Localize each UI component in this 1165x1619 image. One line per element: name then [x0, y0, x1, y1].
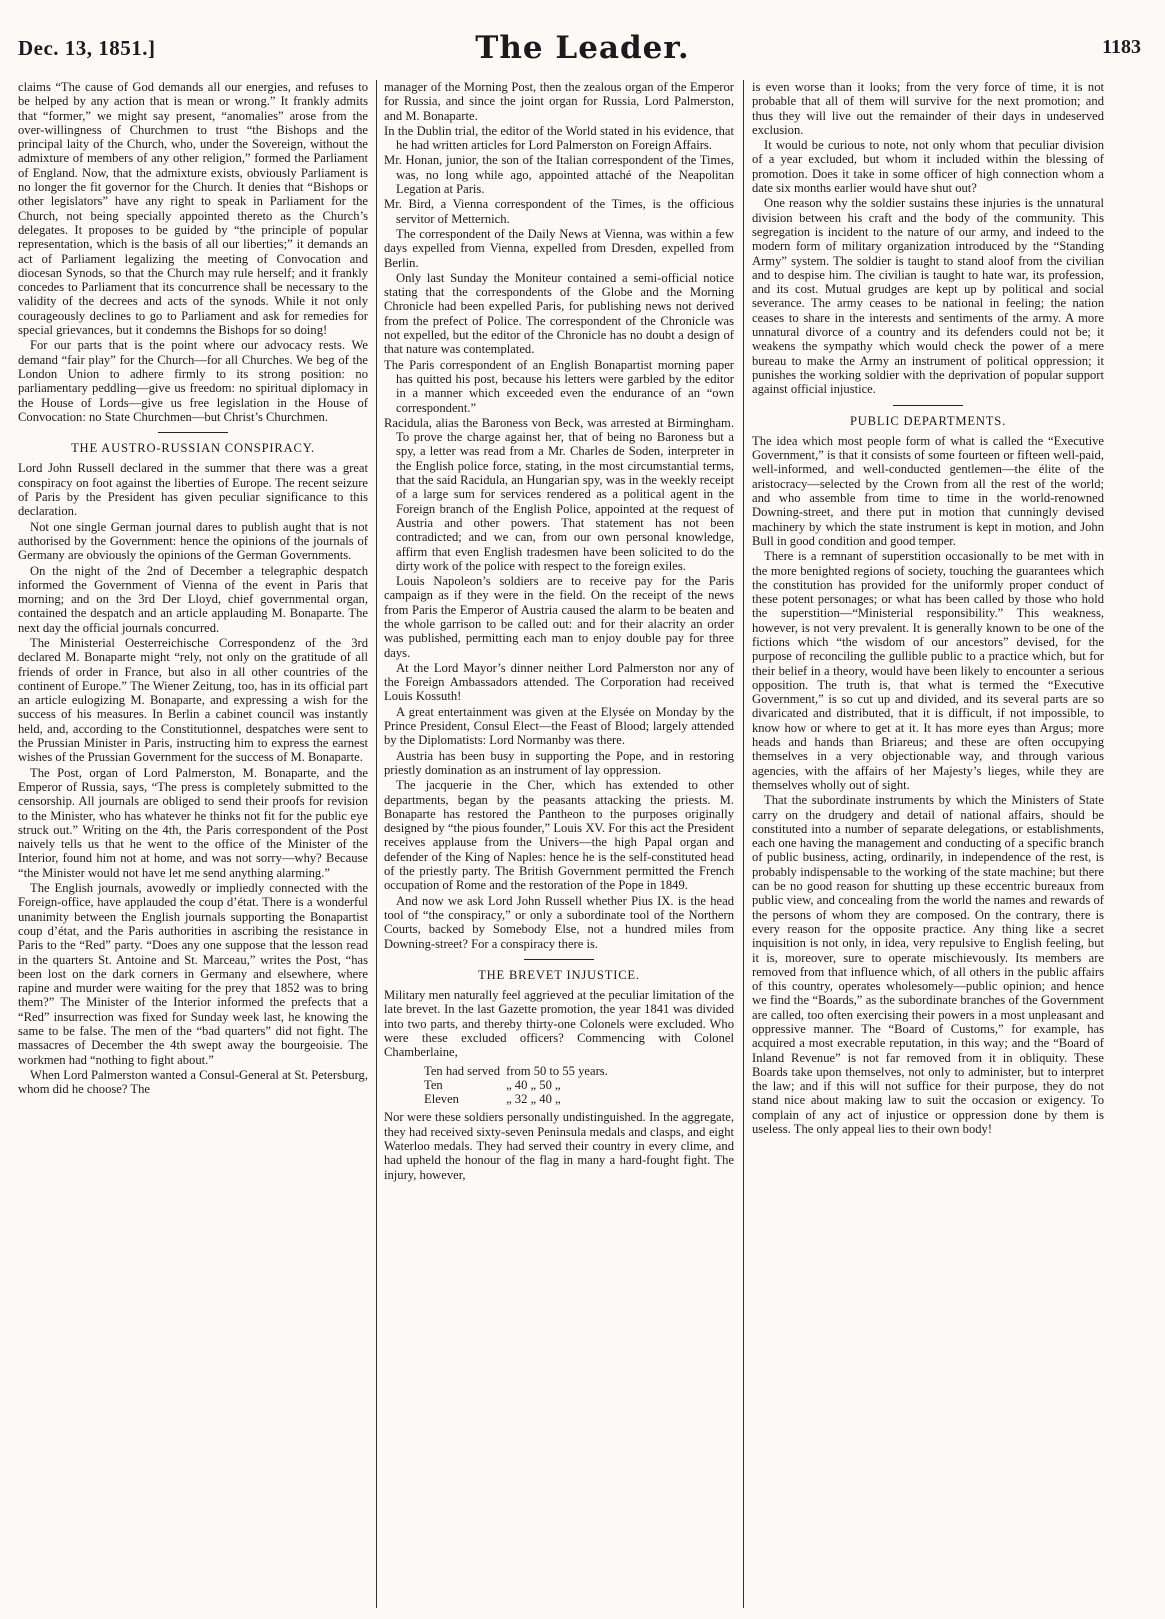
paragraph: At the Lord Mayor’s dinner neither Lord Palmerston nor any of the Foreign Ambassadors attended. The Corporation had received Louis Kossuth!	[384, 660, 734, 704]
newspaper-title: The Leader.	[475, 30, 690, 66]
paragraph: Mr. Bird, a Vienna correspondent of the Times, is the officious servitor of Metternich.	[384, 197, 734, 226]
column-rule	[376, 80, 377, 1608]
paragraph: The Ministerial Oesterreichische Correspondenz of the 3rd declared M. Bonaparte might “rely, not only on the gratitude of all friends of order in France, but also in all other countries of the continent of Europe.” The Wiener Zeitung, too, has in its official part an article eulogizing M. Bonaparte, and expressing a wish for the success of his measures. In Berlin a cabinet council was instantly held, and, according to the Constitutionnel, despatches were sent to the Prussian Minister in Paris, instructing him to express the earnest wishes of the Prussian Government for the success of M. Bonaparte.	[18, 635, 368, 765]
paragraph: Military men naturally feel aggrieved at the peculiar limitation of the late brevet. In the last Gazette promotion, the year 1841 was divided into two parts, and thereby thirty-one Colonels were excluded. Who were these excluded officers? Commencing with Colonel Chamberlaine,	[384, 988, 734, 1060]
paragraph: manager of the Morning Post, then the zealous organ of the Emperor for Russia, and since the joint organ for Russia, Lord Palmerston, and M. Bonaparte.	[384, 80, 734, 123]
paragraph: The jacquerie in the Cher, which has extended to other departments, began by the peasants attacking the priests. M. Bonaparte has restored the Pantheon to the purposes originally designed by “the pious founder,” Louis XV. For this act the President receives applause from the Univers—the high Papal organ and defender of the King of Naples: hence he is the self-constituted head of the priestly party. The British Government permitted the French occupation of Rome and the restoration of the Pope in 1849.	[384, 778, 734, 893]
table-row	[424, 1092, 614, 1106]
table-row	[424, 1064, 614, 1078]
section-heading: THE AUSTRO-RUSSIAN CONSPIRACY.	[71, 441, 315, 456]
section-divider	[158, 432, 228, 433]
paragraph: It would be curious to note, not only whom that peculiar division of a year excluded, but whom it included within the blessing of promotion. Does it take in some officer of high connection whom a date six months earlier would have shut out?	[752, 138, 1104, 196]
table-row	[424, 1078, 614, 1092]
paragraph: Only last Sunday the Moniteur contained a semi-official notice stating that the correspondents of the Globe and the Morning Chronicle had been expelled Paris, for publishing news not derived from the prefect of Police. The correspondent of the Chronicle was not expelled, but the editor of the Chronicle has no doubt a design of that nature was contemplated.	[384, 270, 734, 357]
table-cell: Ten	[424, 1077, 443, 1092]
paragraph: The idea which most people form of what is called the “Executive Government,” is that it consists of some fourteen or fifteen well-paid, well-informed, and well-conducted gentlemen—the élite of the aristocracy—selected by the Crown from all the rest of the world; and who assemble from time to time in the world-renowned Downing-street, and there put in motion that cunningly devised machinery by which the state instrument is kept in motion, and John Bull in good condition and good temper.	[752, 433, 1104, 548]
column-2	[384, 80, 734, 1183]
masthead	[16, 30, 1149, 72]
paragraph: claims “The cause of God demands all our energies, and refuses to be helped by any action that is mean or wrong.” It frankly admits that “former,” we might say present, “anomalies” arose from the over-willingness of Churchmen to trust “the Bishops and the principal laity of the Church, who, under the Sovereign, without the admixture of members of any other religion,” formed the Parliament of England. Now, that the admixture exists, obviously Parliament is no longer the fit governor for the Church. It denies that “Bishops or other legislators” have any right to speak in Parliament for the Church, not being specially appointed thereto as the Church’s delegates. It proposes to be guided by “the principle of popular representation, which is the basis of all our liberties;” it demands an act of Parliament legalizing the meeting of Convocation and diocesan Synods, so that the Church may rule herself; and it frankly concedes to Parliament that its concurrence shall be necessary to the validity of the decrees and acts of the synods. While it not only courageously declines to go to Parliament and ask for remedies for special grievances, but it condemns the Bishops for so doing!	[18, 80, 368, 338]
paragraph: In the Dublin trial, the editor of the World stated in his evidence, that he had written articles for Lord Palmerston on Foreign Affairs.	[384, 123, 734, 153]
table-cell: „ 40 „ 50 „	[506, 1077, 561, 1092]
service-table	[424, 1064, 614, 1107]
paragraph: When Lord Palmerston wanted a Consul-General at St. Petersburg, whom did he choose? The	[18, 1067, 368, 1097]
paragraph: Lord John Russell declared in the summer that there was a great conspiracy on foot against the liberties of Europe. The recent seizure of Paris by the President has given peculiar significance to this declaration.	[18, 461, 368, 519]
paragraph: Racidula, alias the Baroness von Beck, was arrested at Birmingham. To prove the charge against her, that of being no Baroness but a spy, a letter was read from a Mr. Charles de Soden, interpreter in the English police force, stating, in the most circumstantial terms, that the said Racidula, an Hungarian spy, was in the weekly receipt of a large sum for services rendered as a political agent in the Foreign branch of the English Police, appointed at the request of Austria and other powers. That statement has not been contradicted; and we can, from our own personal knowledge, affirm that even English tradesmen have been solicited to do the dirty work of the police with respect to the foreign exiles.	[384, 415, 734, 573]
paragraph: There is a remnant of superstition occasionally to be met with in the more benighted regions of society, touching the guarantees which the constitution has provided for the uniformly proper conduct of these potent personages; or what has been called by those who hold the superstition—“Ministerial responsibility.” This weakness, however, is not very prevalent. It is generally known to be one of the fictions which “the wisdom of our ancestors” devised, for the purpose of reconciling the gullible public to a practice which, but for their belief in a theory, would have been likely to encounter a serious opposition. The truth is, that what is termed the “Executive Government,” is so cut up and divided, and its several parts are so divaricated and distributed, that it is difficult, if not impossible, to know how or where to get at it. It has more eyes than Argus; more heads and hands than Briareus; and these are often occupying themselves in a very objectionable way, and through various agencies, with the affairs of her Majesty’s lieges, while they are themselves wholly out of sight.	[752, 549, 1104, 792]
table-cell: from 50 to 55 years.	[506, 1063, 608, 1078]
column-rule	[743, 80, 744, 1608]
paragraph: And now we ask Lord John Russell whether Pius IX. is the head tool of “the conspiracy,” or only a subordinate tool of the Northern Courts, backed by Somebody Else, not a hundred miles from Downing-street? For a conspiracy there is.	[384, 893, 734, 951]
section-divider	[524, 959, 594, 960]
table-cell: „ 32 „ 40 „	[506, 1092, 561, 1107]
paragraph: A great entertainment was given at the Elysée on Monday by the Prince President, Consul Elect—the Feast of Blood; largely attended by the Diplomatists: Lord Normanby was there.	[384, 704, 734, 748]
section-heading: PUBLIC DEPARTMENTS.	[849, 413, 1007, 428]
paragraph: That the subordinate instruments by which the Ministers of State carry on the drudgery and detail of national affairs, should be constituted into a number of separate delegations, or establishments, each one having the management and conducting of a specific branch of public business, acting, ordinarily, in independence of the rest, is probably indispensable to the working of the state machine; but there can be no good reason for shutting up these eccentric bureaux from public view, and concealing from the world the names and rewards of the persons of whom they are composed. On the contrary, there is every reason for the opposite practice. Any thing like a secret inquisition is not only, in idea, very repulsive to English feeling, but it is, moreover, sure to operate mischievously. Its members are removed from that influence which, of all others in the public affairs of this country, operates wholesomely—public opinion; and hence we find the “Boards,” as the subordinate branches of the Government are called, too often exercising their powers in a most unpleasant and oppressive manner. The “Board of Customs,” for example, has acquired a most execrable reputation, in this way; and the “Board of Inland Revenue” is not far removed from it in obliquity. These Boards take upon themselves, not only to administer, but to interpret the law; and if this will not suffice for their purpose, they do not stand nice about making law to suit the occasion or exigency. To complain of any act of injustice or oppression done by them is useless. The only appeal lies to their own body!	[752, 793, 1104, 1137]
paragraph: One reason why the soldier sustains these injuries is the unnatural division between his craft and the body of the community. This segregation is incident to the nature of our army, and indeed to the modern form of military organization introduced by the “Standing Army” system. The soldier is taught to stand aloof from the civilian and to despise him. The civilian is taught to hate war, its profession, and its cost. Mutual grudges are kept up by political and social severance. The army ceases to be national in feeling; the nation ceases to share in the interests and sentiments of the army. A more unnatural divorce of a country and its defenders could not be; it weakens the sympathy which would check the power of a mere bureau to make the Army an instrument of political oppression; it punishes the working soldier with the deprivation of popular support against official injustice.	[752, 196, 1104, 397]
column-1	[18, 80, 368, 1097]
issue-date: Dec. 13, 1851.]	[18, 36, 156, 60]
paragraph: Louis Napoleon’s soldiers are to receive pay for the Paris campaign as if they were in the field. On the receipt of the news from Paris the Emperor of Austria caused the alarm to be beaten and the whole garrison to be called out: and for their alacrity an order was published, permitting each man to enjoy double pay for three days.	[384, 574, 734, 660]
section-divider	[893, 405, 963, 406]
paragraph: Austria has been busy in supporting the Pope, and in restoring priestly domination as an instrument of lay oppression.	[384, 748, 734, 777]
column-3	[752, 80, 1104, 1137]
paragraph: For our parts that is the point where our advocacy rests. We demand “fair play” for the Church—for all Churches. We beg of the London Union to adhere firmly to its strong position: no parliamentary peddling—give us freedom: no spiritual diplomacy in the House of Lords—give us free legislation in the House of Convocation: no State Churchmen—but Christ’s Churchmen.	[18, 338, 368, 424]
table-cell: Ten had served	[424, 1063, 501, 1078]
paragraph: The correspondent of the Daily News at Vienna, was within a few days expelled from Vienna, expelled from Dresden, expelled from Berlin.	[384, 226, 734, 270]
paragraph: The English journals, avowedly or impliedly connected with the Foreign-office, have applauded the coup d’état. There is a wonderful unanimity between the English journals supporting the Bonapartist coup d’état, and the Paris authorities in ascribing the resistance in Paris to the “Red” party. “Does any one suppose that the lesson read in the quarters St. Antoine and St. Marceau,” writes the Post, “has been lost on the dark corners in Germany and elsewhere, where rapine and murder were waiting for the prey that 1852 was to bring them?” The Minister of the Interior informed the prefects that a “Red” insurrection was fixed for Sunday week last, he knowing the same to be false. The men of the “bad quarters” did not fight. The massacres of December the 4th swept away the bourgeoisie. The workmen had “nothing to fight about.”	[18, 881, 368, 1067]
section-heading: THE BREVET INJUSTICE.	[478, 967, 640, 982]
page-number: 1183	[1102, 36, 1141, 58]
paragraph: Not one single German journal dares to publish aught that is not authorised by the Government: hence the opinions of the journals of Germany are obviously the opinions of the German Governments.	[18, 519, 368, 563]
paragraph: Nor were these soldiers personally undistinguished. In the aggregate, they had received sixty-seven Peninsula medals and clasps, and eight Waterloo medals. They had served their country in every clime, and had upheld the honour of the flag in many a hard-fought fight. The injury, however,	[384, 1110, 734, 1182]
paragraph: The Paris correspondent of an English Bonapartist morning paper has quitted his post, because his letters were garbled by the editor in a manner which exceeded even the endurance of an “own correspondent.”	[384, 357, 734, 415]
paragraph: The Post, organ of Lord Palmerston, M. Bonaparte, and the Emperor of Russia, says, “The press is completely submitted to the censorship. All journals are obliged to send their proofs for revision to the Minister, who has whatever he thinks not fit for the public eye struck out.” Writing on the 4th, the Paris correspondent of the Post naively tells us that he went to the office of the Minister of the Interior, found him not at home, and was not sorry—why? Because “the Minister would not have let me send anything alarming.”	[18, 765, 368, 880]
table-cell: Eleven	[424, 1092, 459, 1107]
paragraph: On the night of the 2nd of December a telegraphic despatch informed the Government of Vienna of the event in Paris that morning; and on the 3rd Der Lloyd, chief governmental organ, contained the despatch and an article applauding M. Bonaparte. The next day the official journals concurred.	[18, 563, 368, 635]
paragraph: is even worse than it looks; from the very force of time, it is not probable that all of them will survive for the next promotion; and thus they will live out the remainder of their days in undeserved exclusion.	[752, 80, 1104, 137]
paragraph: Mr. Honan, junior, the son of the Italian correspondent of the Times, was, no long while ago, appointed attaché of the Neapolitan Legation at Paris.	[384, 153, 734, 197]
